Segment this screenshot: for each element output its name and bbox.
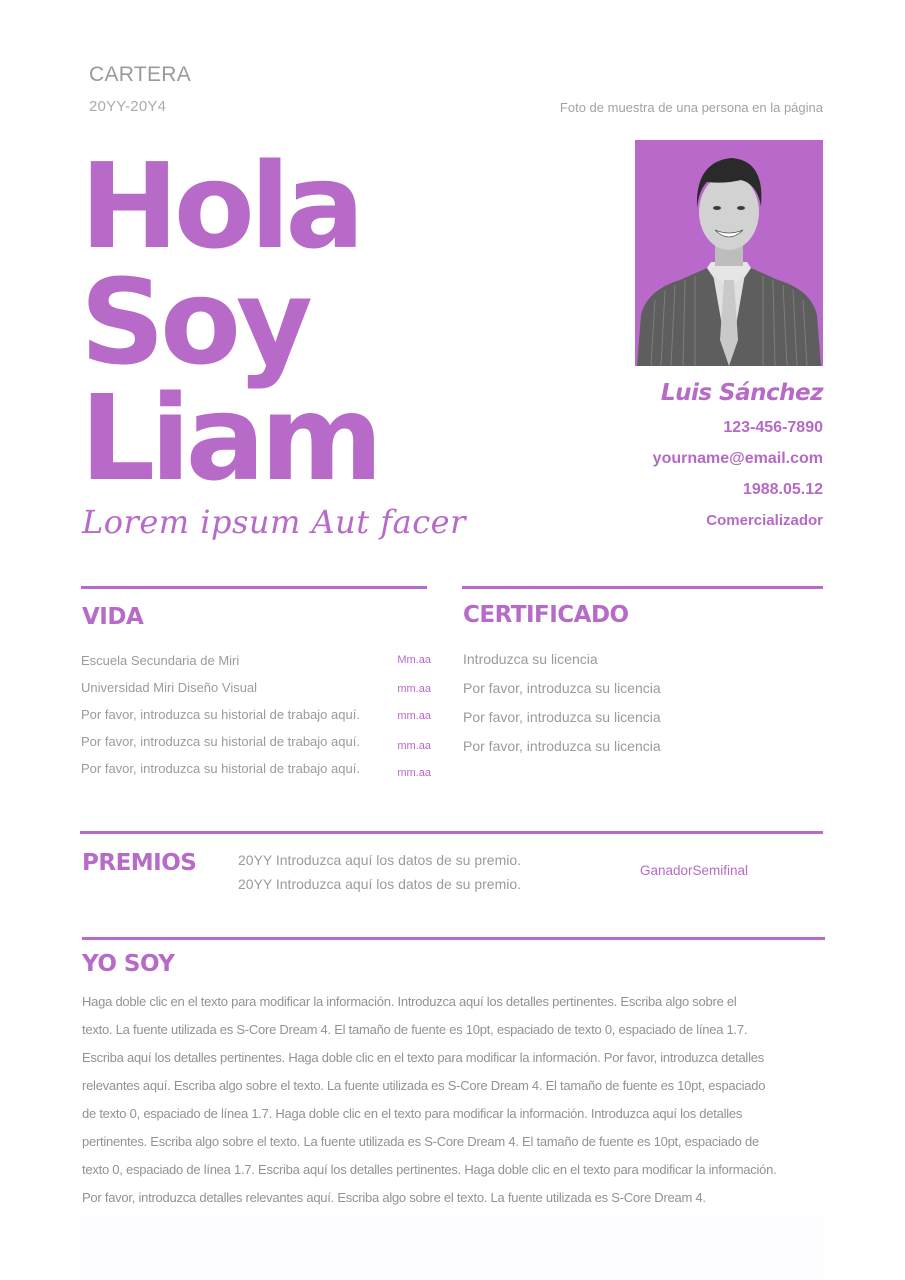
yosoy-line: Haga doble clic en el texto para modificar la información. Introduzca aquí los detalles pertinentes. Escriba algo sobre el (82, 994, 737, 1009)
page-bottom-area (80, 1215, 825, 1280)
vida-divider (81, 586, 427, 589)
headline-line-3: Liam (80, 369, 379, 507)
vida-item (81, 677, 431, 704)
yosoy-line: de texto 0, espaciado de línea 1.7. Haga doble clic en el texto para modificar la información. Introduzca aquí los detalles (82, 1106, 743, 1121)
premios-title: PREMIOS (82, 850, 197, 876)
vida-item-date: mm.aa (397, 767, 431, 779)
premios-divider (80, 831, 823, 834)
certificado-item: Por favor, introduzca su licencia (463, 680, 661, 696)
yosoy-line: Escriba aquí los detalles pertinentes. Haga doble clic en el texto para modificar la información. Por favor, introduzca detalles (82, 1050, 764, 1065)
person-photo-icon (635, 140, 823, 366)
certificado-list (463, 647, 661, 763)
yosoy-line: texto 0, espaciado de línea 1.7. Escriba aquí los detalles pertinentes. Haga doble clic en el texto para modificar la información. (82, 1162, 777, 1177)
certificado-item: Introduzca su licencia (463, 651, 598, 667)
contact-block (653, 380, 823, 536)
contact-birthdate: 1988.05.12 (742, 481, 823, 498)
vida-title: VIDA (82, 604, 144, 630)
vida-list (81, 650, 431, 785)
vida-item-text: Universidad Miri Diseño Visual (81, 680, 258, 695)
vida-item (81, 704, 431, 731)
vida-item-text: Escuela Secundaria de Miri (81, 653, 240, 668)
certificado-title: CERTIFICADO (463, 602, 629, 628)
headline-line-1: Hola (80, 137, 360, 275)
vida-item-date: mm.aa (397, 683, 431, 695)
vida-item-text: Por favor, introduzca su historial de trabajo aquí. (81, 707, 360, 722)
contact-role: Comercializador (706, 512, 823, 529)
yosoy-line: texto. La fuente utilizada es S-Core Dream 4. El tamaño de fuente es 10pt, espaciado de texto 0, espaciado de línea 1.7. (82, 1022, 748, 1037)
headline (80, 137, 379, 507)
yosoy-paragraph (82, 988, 827, 1212)
yosoy-divider (82, 937, 825, 940)
profile-photo (635, 140, 823, 366)
certificado-item: Por favor, introduzca su licencia (463, 709, 661, 725)
contact-name: Luis Sánchez (660, 380, 823, 406)
yosoy-line: relevantes aquí. Escriba algo sobre el texto. La fuente utilizada es S-Core Dream 4. El tamaño de fuente es 10pt, espaciado (82, 1078, 766, 1093)
vida-item (81, 650, 431, 677)
vida-item-date: mm.aa (397, 740, 431, 752)
vida-item-text: Por favor, introduzca su historial de trabajo aquí. (81, 761, 360, 776)
premio-item: 20YY Introduzca aquí los datos de su premio. (238, 876, 522, 892)
headline-line-2: Soy (80, 253, 308, 391)
tagline: Lorem ipsum Aut facer (82, 503, 466, 541)
vida-item-text: Por favor, introduzca su historial de trabajo aquí. (81, 734, 360, 749)
vida-item (81, 731, 431, 758)
premios-list (238, 849, 521, 897)
contact-phone: 123-456-7890 (723, 419, 823, 436)
yosoy-line: pertinentes. Escriba algo sobre el texto. La fuente utilizada es S-Core Dream 4. El tamaño de fuente es 10pt, espaciado de (82, 1134, 759, 1149)
certificado-divider (462, 586, 823, 589)
year-range: 20YY-20Y4 (89, 98, 167, 115)
yosoy-title: YO SOY (82, 951, 175, 977)
vida-item (81, 758, 431, 785)
contact-email: yourname@email.com (652, 450, 823, 467)
portfolio-label: CARTERA (89, 63, 192, 86)
vida-item-date: mm.aa (397, 710, 431, 722)
premio-badge: GanadorSemifinal (640, 863, 749, 878)
certificado-item: Por favor, introduzca su licencia (463, 738, 661, 754)
photo-note: Foto de muestra de una persona en la página (559, 100, 823, 115)
premio-item: 20YY Introduzca aquí los datos de su premio. (238, 852, 522, 868)
yosoy-line: Por favor, introduzca detalles relevantes aquí. Escriba algo sobre el texto. La fuente utilizada es S-Core Dream 4. (82, 1190, 706, 1205)
vida-item-date: Mm.aa (397, 654, 431, 666)
